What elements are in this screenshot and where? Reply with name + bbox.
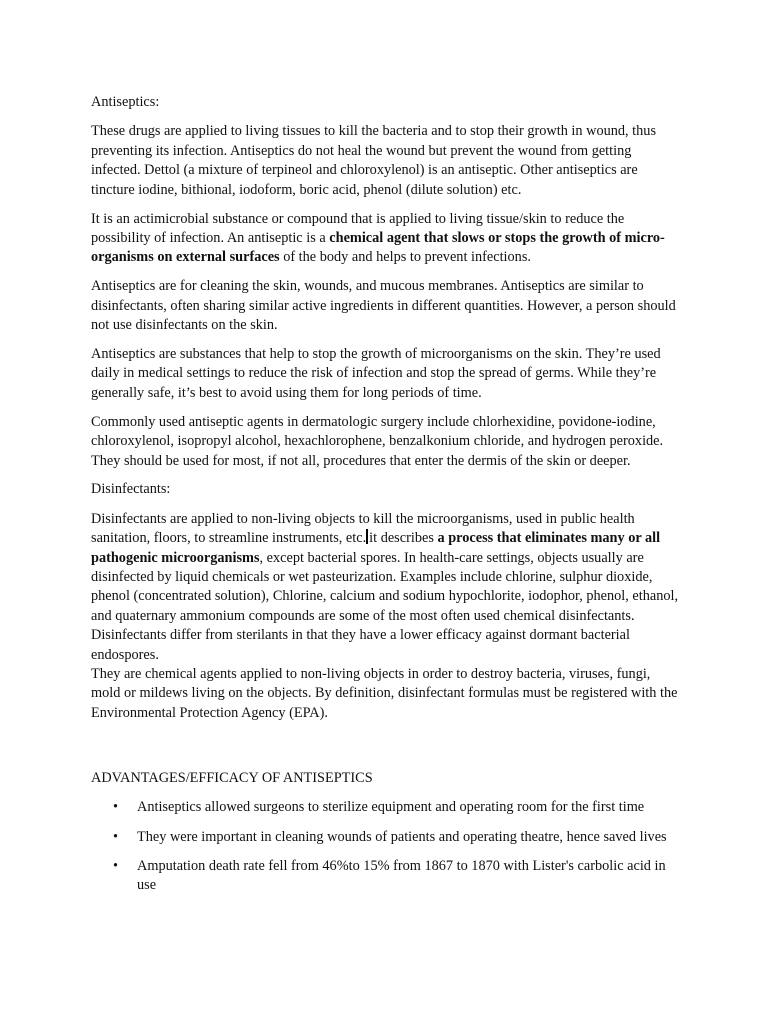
antiseptics-definition-bold: chemical agent that slows or stops the growth of micro-organisms on external surfaces [91,229,665,266]
document-body [91,93,683,906]
bullet-icon: • [113,799,119,816]
bullet-icon: • [113,828,119,845]
antiseptics-paragraph-2-text-b: of the body and helps to prevent infections. [279,249,531,266]
disinfectants-paragraph-2: They are chemical agents applied to non-living objects in order to destroy bacteria, viruses, fungi, mold or mildews living on the objects. By definition, disinfectant formulas must be registered with the Environmental Protection Agency (EPA). [91,666,678,721]
disinfectants-text-c: , except bacterial spores. In health-care settings, objects usually are disinfected by liquid chemicals or wet pasteurization. Examples include chlorine, sulphur dioxide, phenol (concentrated solution), Chlorine, calcium and sodium hypochlorite, iodophor, phenol, ethanol, and quaternary ammonium compounds are some of the most often used chemical disinfectants. Disinfectants differ from sterilants in that they have a lower efficacy against dormant bacterial endospores. [91,549,679,663]
antiseptics-paragraph-5: Commonly used antiseptic agents in dermatologic surgery include chlorhexidine, povidone-iodine, chloroxylenol, isopropyl alcohol, hexachlorophene, benzalkonium chloride, and hydrogen peroxide. They should be used for most, if not all, procedures that enter the dermis of the skin or deeper. [91,413,664,469]
disinfectants-text-b: it describes [369,530,438,547]
disinfectants-text-a: Disinfectants are applied to non-living objects to kill the microorganisms, used in public health sanitation, floors, to streamline instruments, etc. [91,510,635,547]
antiseptics-heading: Antiseptics: [91,94,160,110]
text-cursor [366,529,368,544]
advantages-list [91,798,683,896]
antiseptics-paragraph-1: These drugs are applied to living tissues to kill the bacteria and to stop their growth in wound, thus preventing its infection. Antiseptics do not heal the wound but prevent the wound from getting infected. Dettol (a mixture of terpineol and chloroxylenol) is an antiseptic. Other antiseptics are tincture iodine, bithional, iodoform, boric acid, phenol (dilute solution) etc. [91,123,657,198]
disinfectants-heading: Disinfectants: [91,481,171,498]
antiseptics-paragraph-4: Antiseptics are substances that help to stop the growth of microorganisms on the skin. They’re used daily in medical settings to reduce the risk of infection and stop the spread of germs. While they’re generally safe, it’s best to avoid using them for long periods of time. [91,345,661,401]
section-spacer [91,733,683,769]
list-item [91,828,683,847]
list-item-text: Amputation death rate fell from 46%to 15% from 1867 to 1870 with Lister's carbolic acid in use [137,858,666,894]
antiseptics-paragraph-3: Antiseptics are for cleaning the skin, wounds, and mucous membranes. Antiseptics are similar to disinfectants, often sharing similar active ingredients in different quantities. However, a person should not use disinfectants on the skin. [91,278,676,334]
advantages-heading: ADVANTAGES/EFFICACY OF ANTISEPTICS [91,769,373,786]
list-item [91,857,683,896]
bullet-icon: • [113,858,119,874]
antiseptics-paragraph-2-text-a: It is an actimicrobial substance or compound that is applied to living tissue/skin to reduce the possibility of infection. An antiseptic is a [91,210,625,246]
list-item-text: Antiseptics allowed surgeons to sterilize equipment and operating room for the first time [137,799,645,816]
disinfectants-paragraph [91,510,683,665]
antiseptics-paragraph-2 [91,210,683,268]
list-item-text: They were important in cleaning wounds of patients and operating theatre, hence saved lives [137,828,667,845]
list-item [91,798,683,817]
disinfectants-definition-bold: a process that eliminates many or all pathogenic microorganisms [91,530,661,566]
